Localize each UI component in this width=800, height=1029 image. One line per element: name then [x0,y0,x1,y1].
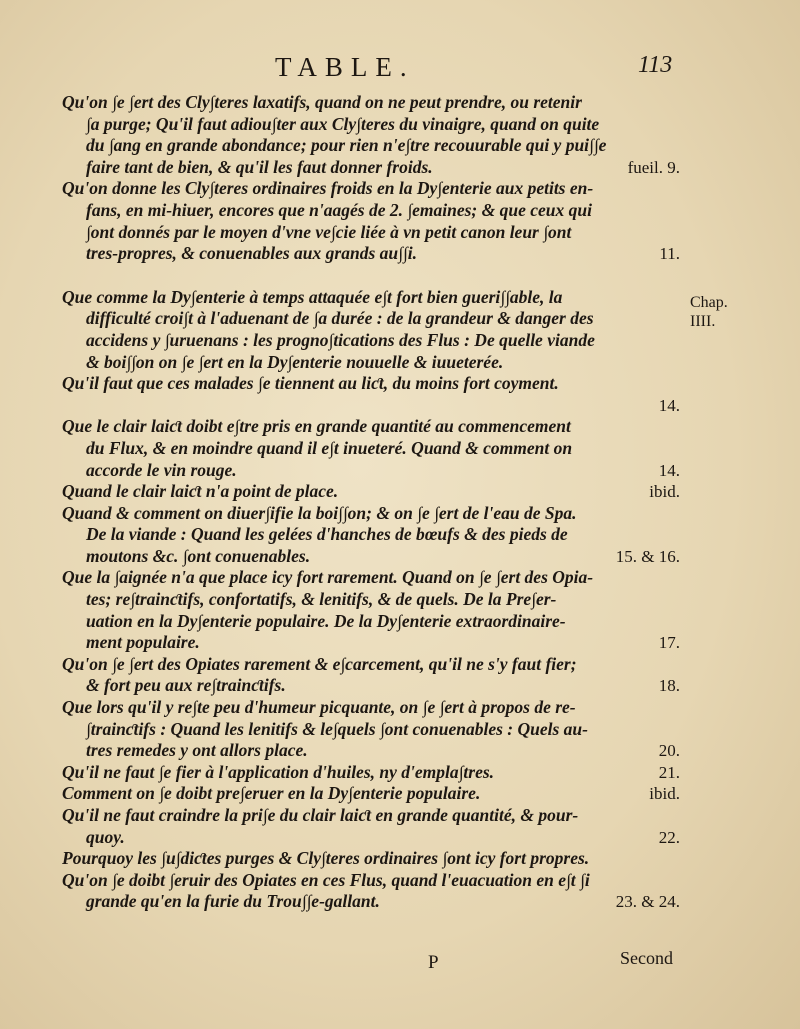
entry-line: uation en la Dy∫enterie populaire. De la Dy∫enterie extraordinaire- [86,610,566,631]
entry-line: du Flux, & en moindre quand il e∫t inueteré. Quand & comment on [86,437,573,458]
signature-mark: P [428,952,439,973]
entry-line: ment populaire. [86,632,200,653]
index-entries [62,92,692,913]
entry-line: Comment on ∫e doibt pre∫eruer en la Dy∫enterie populaire. [62,783,481,804]
entry-line: du ∫ang en grande abondance; pour rien n'e∫tre recouurable qui y pui∫∫e [86,135,607,156]
page-reference: fueil. 9. [627,157,680,177]
entry-line: & fort peu aux re∫trainƈtifs. [86,675,286,696]
page-reference: 18. [658,676,680,696]
entry-line: & boi∫∫on on ∫e ∫ert en la Dy∫enterie nouuelle & iuueterée. [86,351,504,372]
margin-note-chapter [690,293,728,331]
entry-line: faire tant de bien, & qu'il les faut donner froids. [86,156,433,177]
index-entry [62,870,692,913]
entry-line: grande qu'en la furie du Trou∫∫e-gallant. [86,891,380,912]
entry-line: Qu'il faut que ces malades ∫e tiennent au liƈt, du moins fort coyment. [62,373,559,394]
entry-ref-line [62,395,692,417]
index-entry [62,416,692,481]
index-entry [62,654,692,697]
index-entry [62,481,692,503]
entry-line: accorde le vin rouge. [86,459,237,480]
entry-line: Qu'il ne faut ∫e fier à l'application d'huiles, ny d'empla∫tres. [62,761,495,782]
entry-line: Qu'on ∫e doibt ∫eruir des Opiates en ces Flus, quand l'euacuation en e∫t ∫i [62,869,590,890]
index-entry [62,848,692,870]
entry-line: Qu'on ∫e ∫ert des Opiates rarement & e∫carcement, qu'il ne s'y faut fier; [62,653,577,674]
entry-line: ∫ont donnés par le moyen d'vne ve∫cie liée à vn petit canon leur ∫ont [86,221,572,242]
entry-line: De la viande : Quand les gelées d'hanches de bœufs & des pieds de [86,524,568,545]
entry-line: moutons &c. ∫ont conuenables. [86,545,311,566]
index-entry [62,178,692,264]
entry-line: ∫a purge; Qu'il faut adiou∫ter aux Cly∫teres du vinaigre, quand on quite [86,113,600,134]
entry-line: Quand & comment on diuer∫ifie la boi∫∫on; & on ∫e ∫ert de l'eau de Spa. [62,502,577,523]
entry-line: fans, en mi-hiuer, encores que n'aagés de 2. ∫emaines; & que ceux qui [86,199,592,220]
page-header [0,52,800,86]
index-entry [62,697,692,762]
index-entry [62,373,692,416]
entry-line: Quand le clair laiƈt n'a point de place. [62,481,339,502]
entry-line: Qu'on donne les Cly∫teres ordinaires froids en la Dy∫enterie aux petits en- [62,178,594,199]
page-reference: ibid. [649,784,680,804]
page-reference: 14. [658,395,680,415]
running-title: TABLE. [275,52,415,82]
index-entry [62,805,692,848]
page-number: 113 [638,52,673,78]
entry-line: Pourquoy les ∫u∫diƈtes purges & Cly∫teres ordinaires ∫ont icy fort propres. [62,848,590,869]
margin-note-line: IIII. [690,313,716,330]
index-entry [62,762,692,784]
entry-line: tres-propres, & conuenables aux grands au∫∫i. [86,243,417,264]
margin-note-line: Chap. [690,294,728,311]
entry-line: Que la ∫aignée n'a que place icy fort rarement. Quand on ∫e ∫ert des Opia- [62,567,594,588]
page-reference: 23. & 24. [615,892,680,912]
page-reference: 21. [658,762,680,782]
entry-line: Qu'on ∫e ∫ert des Cly∫teres laxatifs, quand on ne peut prendre, ou retenir [62,92,582,112]
entry-line: tres remedes y ont allors place. [86,740,308,761]
index-entry [62,567,692,653]
page-reference: 17. [658,633,680,653]
index-entry [62,287,692,373]
entry-line: accidens y ∫uruenans : les progno∫tications des Flus : De quelle viande [86,329,595,350]
entry-line: ∫trainƈtifs : Quand les lenitifs & le∫quels ∫ont conuenables : Quels au- [86,718,588,739]
entry-line: Que comme la Dy∫enterie à temps attaquée e∫t fort bien gueri∫∫able, la [62,286,563,307]
catchword: Second [620,948,673,968]
index-entry [62,783,692,805]
page-reference: 20. [658,741,680,761]
entry-line: Que le clair laiƈt doibt e∫tre pris en grande quantité au commencement [62,416,571,437]
page-reference: 22. [658,827,680,847]
page-reference: 15. & 16. [615,546,680,566]
entry-line: Que lors qu'il y re∫te peu d'humeur picquante, on ∫e ∫ert à propos de re- [62,697,576,718]
entry-line: quoy. [86,826,125,847]
page-reference: ibid. [649,482,680,502]
index-entry [62,503,692,568]
page-reference: 11. [659,244,680,264]
entry-line: Qu'il ne faut craindre la pri∫e du clair laiƈt en grande quantité, & pour- [62,805,579,825]
entry-line: difficulté croi∫t à l'aduenant de ∫a durée : de la grandeur & danger des [86,308,594,329]
index-entry [62,92,692,178]
page-reference: 14. [658,460,680,480]
entry-line: tes; re∫trainƈtifs, confortatifs, & lenitifs, & de quels. De la Pre∫er- [86,589,557,610]
